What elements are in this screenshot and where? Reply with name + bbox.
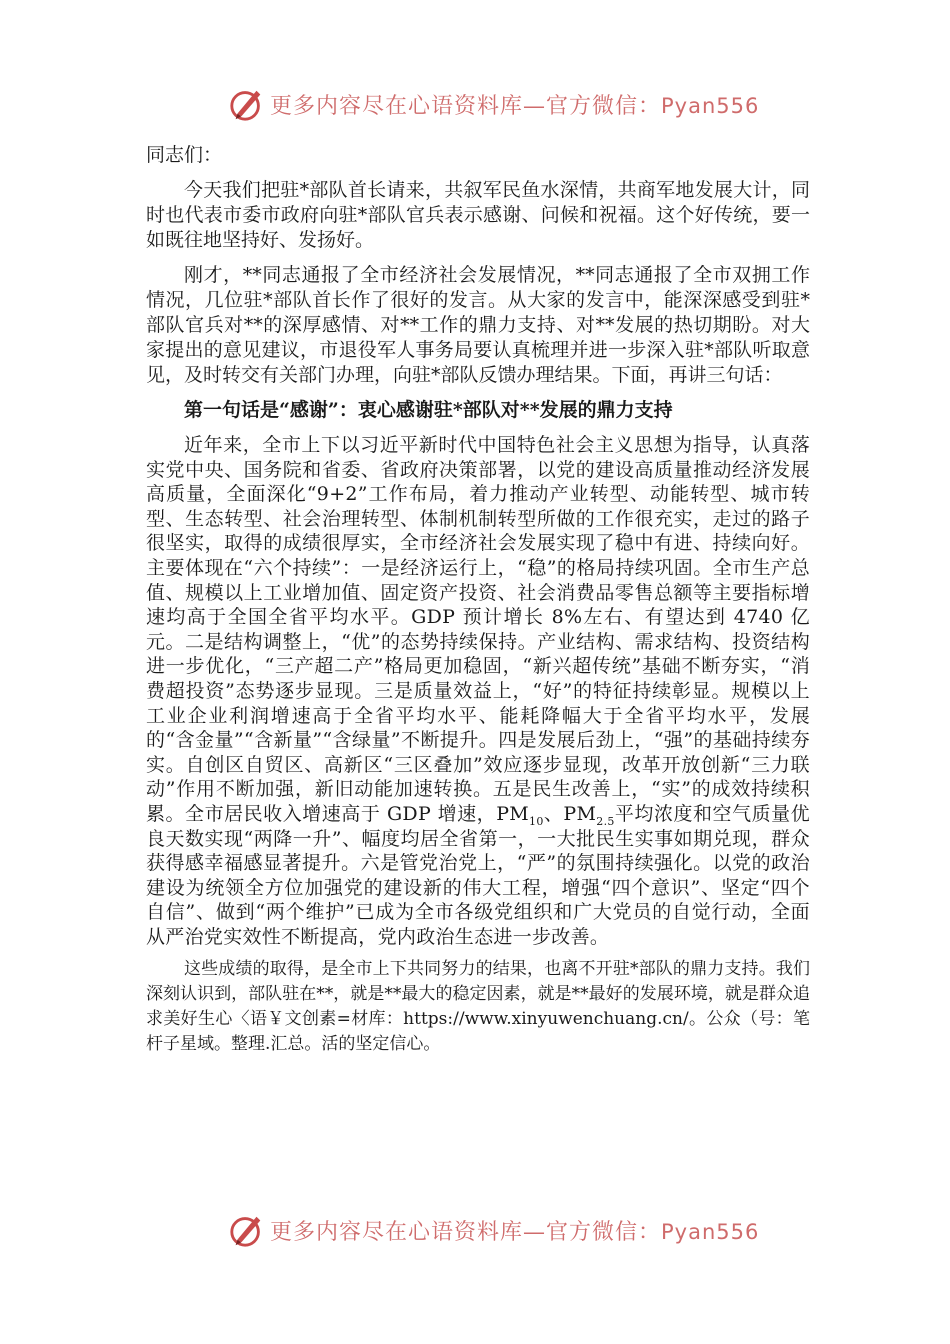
paragraph-intro: 今天我们把驻*部队首长请来，共叙军民鱼水深情，共商军地发展大计，同时也代表市委市政府向驻*部队官兵表示感谢、问候和祝福。这个好传统，要一如既往地坚持好、发扬好。 [146, 179, 810, 251]
pen-logo-icon [228, 1211, 266, 1249]
paragraph-achievements: 近年来，全市上下以习近平新时代中国特色社会主义思想为指导，认真落实党中央、国务院和省委、省政府决策部署，以党的建设高质量推动经济发展高质量，全面深化“9+2”工作布局，着力推动产业转型、动能转型、城市转型、生态转型、社会治理转型、体制机制转型所做的工作很充实，走过的路子很坚实，取得的成绩很厚实，全市经济社会发展实现了稳中有进、持续向好。主要体现在“六个持续”：一是经济运行上，“稳”的格局持续巩固。全市生产总值、规模以上工业增加值、固定资产投资、社会消费品零售总额等主要指标增速均高于全国全省平均水平。GDP 预计增长 8%左右、有望达到 4740 亿元。二是结构调整上，“优”的态势持续保持。产业结构、需求结构、投资结构进一步优化，“三产超二产”格局更加稳固，“新兴超传统”基础不断夯实，“消费超投资”态势逐步显现。三是质量效益上，“好”的特征持续彰显。规模以上工业企业利润增速高于全省平均水平、能耗降幅大于全省平均水平，发展的“含金量”“含新量”“含绿量”不断提升。四是发展后劲上，“强”的基础持续夯实。自创区自贸区、高新区“三区叠加”效应逐步显现，改革开放创新“三力联动”作用不断加强，新旧动能加速转换。五是民生改善上，“实”的成效持续积累。全市居民收入增速高于 GDP 增速，$PM_{10}$、$PM_{2.5}$平均浓度和空气质量优良天数实现“两降一升”、幅度均居全省第一，一大批民生实事如期兑现，群众获得感幸福感显著提升。六是管党治党上，“严”的氛围持续强化。以党的政治建设为统领全方位加强党的建设新的伟大工程，增强“四个意识”、坚定“四个自信”、做到“两个维护”已成为全市各级党组织和广大党员的自觉行动，全面从严治党实效性不断提高，党内政治生态进一步改善。 [146, 434, 810, 948]
pen-logo-icon [228, 85, 266, 123]
greeting: 同志们： [146, 144, 223, 166]
paragraph-conclusion: 这些成绩的取得，是全市上下共同努力的结果，也离不开驻*部队的鼎力支持。我们深刻认识到，部队驻在**，就是**最大的稳定因素，就是**最好的发展环境，就是群众追求美好生心〈语￥文创素=材库：https://www.xinyuwenchuang.cn/。公众（号：笔杆子星域。整理.汇总。活的坚定信心。 [146, 959, 810, 1055]
section-heading-thanks: 第一句话是“感谢”：衷心感谢驻*部队对**发展的鼎力支持 [184, 399, 673, 421]
paragraph-summary: 刚才，**同志通报了全市经济社会发展情况，**同志通报了全市双拥工作情况，几位驻*部队首长作了很好的发言。从大家的发言中，能深深感受到驻*部队官兵对**的深厚感情、对**工作的鼎力支持、对**发展的热切期盼。对大家提出的意见建议，市退役军人事务局要认真梳理并进一步深入驻*部队听取意见，及时转交有关部门办理，向驻*部队反馈办理结果。下面，再讲三句话： [146, 264, 810, 386]
footer-banner [228, 1210, 760, 1250]
banner-text: 更多内容尽在心语资料库—官方微信：Pyan556 [270, 93, 760, 119]
banner-text: 更多内容尽在心语资料库—官方微信：Pyan556 [270, 1219, 760, 1245]
document-body [146, 143, 810, 1057]
header-banner [228, 84, 760, 124]
